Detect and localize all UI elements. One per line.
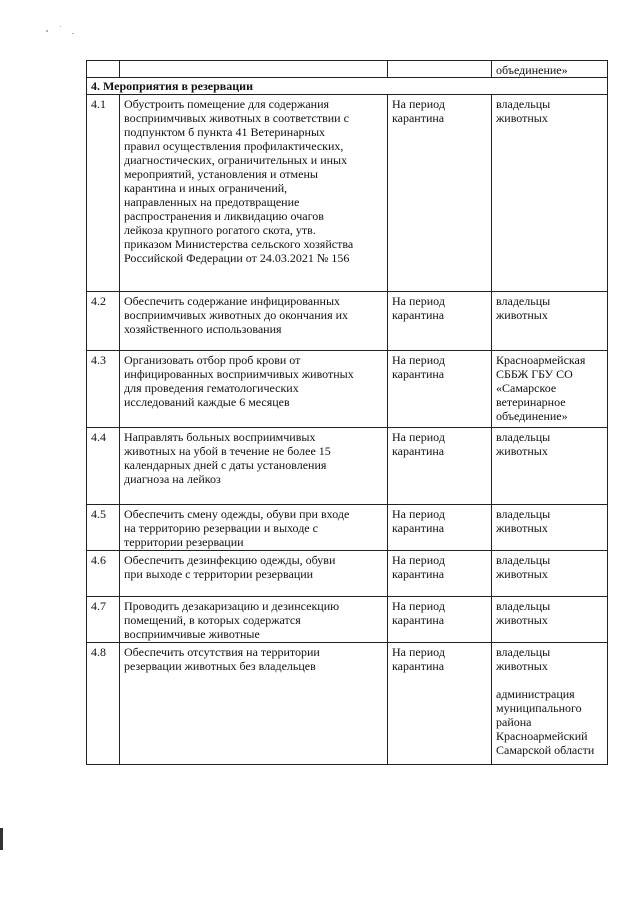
row-responsible: Красноармейская СББЖ ГБУ СО «Самарское ветеринарное объединение» <box>492 351 608 428</box>
table-row <box>87 292 608 351</box>
continuation-term-cell <box>388 61 492 78</box>
row-responsible: владельцы животных <box>492 292 608 351</box>
row-term: На период карантина <box>388 292 492 351</box>
row-term: На период карантина <box>388 643 492 765</box>
continuation-row <box>87 61 608 78</box>
row-number: 4.3 <box>87 351 120 428</box>
table-row <box>87 505 608 551</box>
continuation-num-cell <box>87 61 120 78</box>
section-title: 4. Мероприятия в резервации <box>87 78 608 95</box>
continuation-task-cell <box>120 61 388 78</box>
row-term: На период карантина <box>388 428 492 505</box>
row-number: 4.6 <box>87 551 120 597</box>
row-number: 4.7 <box>87 597 120 643</box>
row-task: Обеспечить смену одежды, обуви при входе на территорию резервации и выходе с территории резервации <box>120 505 388 551</box>
scan-speck <box>60 26 61 27</box>
scan-margin-mark <box>0 828 3 850</box>
row-task: Обеспечить отсутствия на территории резервации животных без владельцев <box>120 643 388 765</box>
row-responsible: владельцы животных администрация муниципального района Красноармейский Самарской области <box>492 643 608 765</box>
row-task: Организовать отбор проб крови от инфицированных восприимчивых животных для проведения гематологических исследований каждые 6 месяцев <box>120 351 388 428</box>
table-row <box>87 551 608 597</box>
table-row <box>87 95 608 292</box>
row-task: Проводить дезакаризацию и дезинсекцию помещений, в которых содержатся восприимчивые животные <box>120 597 388 643</box>
table-row <box>87 597 608 643</box>
row-term: На период карантина <box>388 351 492 428</box>
row-task: Обеспечить содержание инфицированных восприимчивых животных до окончания их хозяйственного использования <box>120 292 388 351</box>
row-term: На период карантина <box>388 505 492 551</box>
row-number: 4.2 <box>87 292 120 351</box>
row-term: На период карантина <box>388 95 492 292</box>
row-number: 4.5 <box>87 505 120 551</box>
row-responsible: владельцы животных <box>492 551 608 597</box>
table-row <box>87 643 608 765</box>
section-header-row <box>87 78 608 95</box>
measures-table <box>86 60 608 765</box>
row-responsible: владельцы животных <box>492 95 608 292</box>
table-row <box>87 428 608 505</box>
row-number: 4.1 <box>87 95 120 292</box>
row-term: На период карантина <box>388 597 492 643</box>
row-task: Обеспечить дезинфекцию одежды, обуви при выходе с территории резервации <box>120 551 388 597</box>
row-responsible: владельцы животных <box>492 597 608 643</box>
table-row <box>87 351 608 428</box>
row-responsible: владельцы животных <box>492 505 608 551</box>
row-number: 4.4 <box>87 428 120 505</box>
row-task: Обустроить помещение для содержания восприимчивых животных в соответствии с подпунктом б пункта 41 Ветеринарных правил осуществления профилактических, диагностических, ограничительных и иных мероприятий, установления и отмены карантина и иных ограничений, направленных на предотвращение распространения и ликвидацию очагов лейкоза крупного рогатого скота, утв. приказом Министерства сельского хозяйства Российской Федерации от 24.03.2021 № 156 <box>120 95 388 292</box>
scan-speck <box>46 30 48 32</box>
row-task: Направлять больных восприимчивых животных на убой в течение не более 15 календарных дней с даты установления диагноза на лейкоз <box>120 428 388 505</box>
continuation-responsible-cell: объединение» <box>492 61 608 78</box>
scan-speck <box>72 33 74 34</box>
row-number: 4.8 <box>87 643 120 765</box>
row-term: На период карантина <box>388 551 492 597</box>
row-responsible: владельцы животных <box>492 428 608 505</box>
